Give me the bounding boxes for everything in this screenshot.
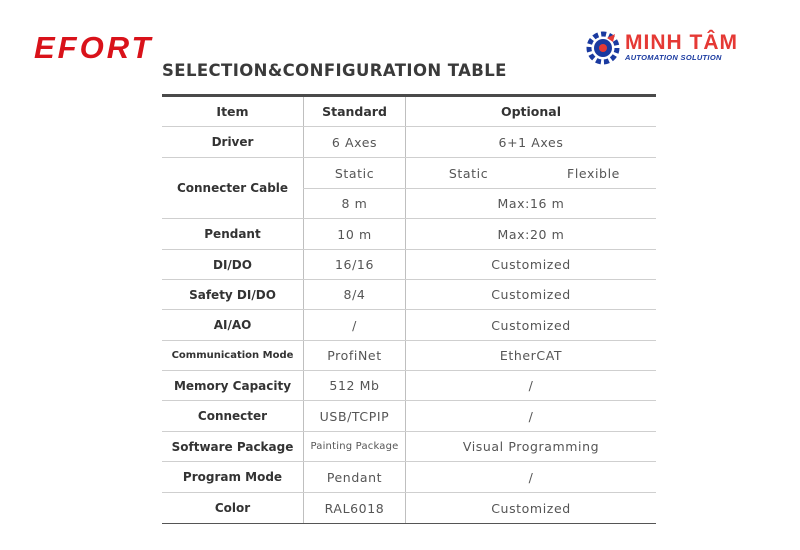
comm-standard: ProfiNet [327,348,382,363]
row-label-pendant: Pendant [204,227,261,241]
header-optional: Optional [500,104,562,119]
pendant-standard: 10 m [337,226,372,242]
cable-optional-type-flexible: Flexible [567,165,620,181]
color-standard: RAL6018 [324,500,385,516]
connecter-standard: USB/TCPIP [319,408,390,424]
software-standard: Painting Package [310,441,399,452]
cable-optional-length: Max:16 m [497,196,565,211]
color-optional: Customized [491,500,571,516]
row-label-aiao: AI/AO [213,318,252,332]
memory-standard: 512 Mb [329,378,380,393]
aiao-optional: Customized [491,317,571,333]
minh-tam-logo [585,30,738,66]
safety-optional: Customized [491,287,571,302]
logo-main-text: MINH TÂM [625,31,738,54]
row-label-communication-mode: Communication Mode [171,350,294,361]
cable-optional-type-static: Static [448,165,489,181]
safety-standard: 8/4 [343,287,366,302]
gear-logo-icon [585,30,621,66]
logo-sub-text: AUTOMATION SOLUTION [625,53,722,62]
dido-optional: Customized [491,257,571,272]
header-standard: Standard [322,104,387,119]
driver-standard: 6 Axes [331,134,378,150]
row-label-connecter: Connecter [197,409,268,423]
memory-optional: / [528,378,534,393]
row-label-dido: DI/DO [213,257,252,272]
row-label-program-mode: Program Mode [182,470,283,484]
row-label-driver: Driver [211,135,254,149]
cable-standard-length: 8 m [341,196,368,211]
connecter-optional: / [528,408,534,424]
aiao-standard: / [352,317,357,333]
table-bottom-rule [162,523,656,524]
dido-standard: 16/16 [334,257,375,272]
row-label-color: Color [214,501,251,515]
comm-optional: EtherCAT [499,348,563,363]
program-optional: / [528,469,534,485]
row-label-memory-capacity: Memory Capacity [173,378,292,393]
driver-optional: 6+1 Axes [498,134,564,150]
row-label-safety-dido: Safety DI/DO [189,287,276,302]
page-title: SELECTION&CONFIGURATION TABLE [162,61,507,80]
efort-logo: EFORT [34,30,154,65]
software-optional: Visual Programming [462,439,600,454]
row-label-connecter-cable: Connecter Cable [176,181,289,195]
row-label-software-package: Software Package [171,439,294,454]
cable-standard-type: Static [334,165,375,181]
pendant-optional: Max:20 m [497,226,565,242]
program-standard: Pendant [326,469,383,485]
header-item: Item [216,104,249,119]
